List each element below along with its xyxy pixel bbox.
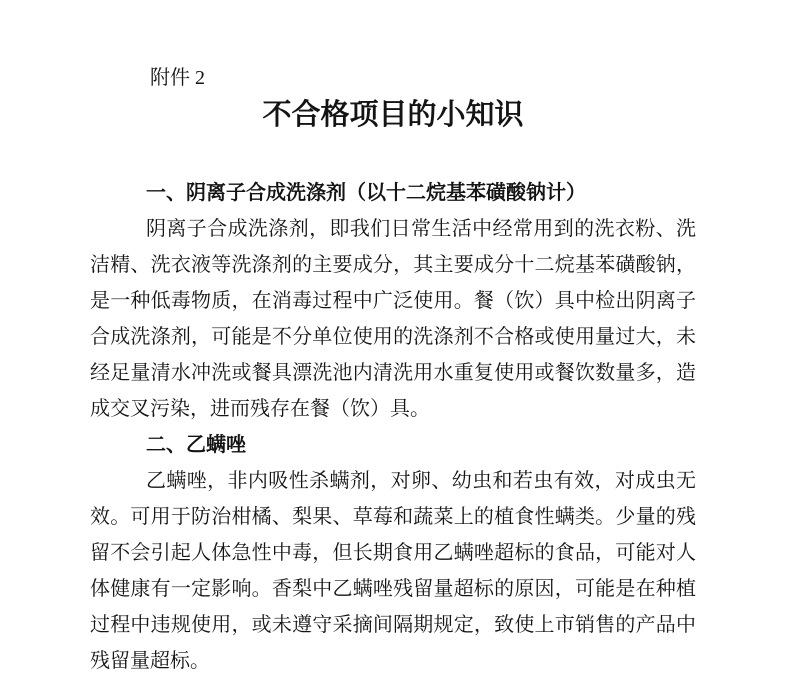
document-content — [90, 0, 696, 679]
section-paragraph: 乙螨唑，非内吸性杀螨剂，对卵、幼虫和若虫有效，对成虫无效。可用于防治柑橘、梨果、草莓和蔬菜上的植食性螨类。少量的残留不会引起人体急性中毒，但长期食用乙螨唑超标的食品，可能对人体健康有一定影响。香梨中乙螨唑残留量超标的原因，可能是在种植过程中违规使用，或未遵守采摘间隔期规定，致使上市销售的产品中残留量超标。 — [90, 470, 696, 672]
section-anionic-detergent — [90, 175, 696, 427]
attachment-label: 附件 2 — [150, 67, 205, 89]
section-paragraph: 阴离子合成洗涤剂，即我们日常生活中经常用到的洗衣粉、洗洁精、洗衣液等洗涤剂的主要成分，其主要成分十二烷基苯磺酸钠，是一种低毒物质，在消毒过程中广泛使用。餐（饮）具中检出阴离子合成洗涤剂，可能是不分单位使用的洗涤剂不合格或使用量过大，未经足量清水冲洗或餐具漂洗池内清洗用水重复使用或餐饮数量多，造成交叉污染，进而残存在餐（饮）具。 — [90, 218, 696, 420]
page-title: 不合格项目的小知识 — [262, 99, 524, 131]
section-heading: 二、乙螨唑 — [146, 434, 246, 456]
section-heading: 一、阴离子合成洗涤剂（以十二烷基苯磺酸钠计） — [146, 182, 586, 204]
sections — [90, 175, 696, 679]
section-etoxazole — [90, 427, 696, 679]
